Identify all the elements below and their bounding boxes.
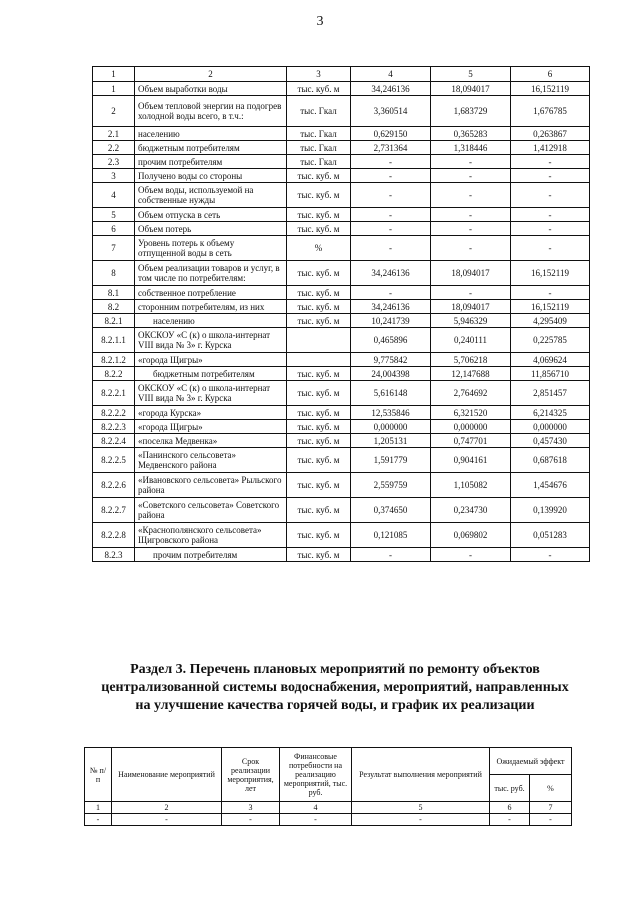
header-cell: 3 — [287, 67, 351, 82]
table-cell-v1: 9,775842 — [351, 353, 431, 367]
header-term: Срок реализации мероприятия, лет — [222, 748, 280, 802]
table-row — [93, 127, 590, 141]
table-row — [93, 353, 590, 367]
table-cell-v2: 5,946329 — [431, 314, 511, 328]
table-cell-name: собственное потребление — [135, 286, 287, 300]
table-cell-num: 8.2 — [93, 300, 135, 314]
table-cell-num: 8.2.2.6 — [93, 473, 135, 498]
table-cell-unit: тыс. куб. м — [287, 169, 351, 183]
table-cell-v3: 4,295409 — [511, 314, 590, 328]
table-cell-num: 8.2.1.2 — [93, 353, 135, 367]
table-cell-v3: 16,152119 — [511, 261, 590, 286]
table-row — [93, 82, 590, 96]
table-cell-name: «поселка Медвенка» — [135, 434, 287, 448]
table-cell: - — [112, 814, 222, 826]
table-cell-unit: тыс. куб. м — [287, 300, 351, 314]
table-cell-v1: 5,616148 — [351, 381, 431, 406]
table-cell-v1: 34,246136 — [351, 300, 431, 314]
table-cell-unit — [287, 353, 351, 367]
table-cell-v1: 0,121085 — [351, 523, 431, 548]
table-cell-name: «Ивановского сельсовета» Рыльского района — [135, 473, 287, 498]
table-cell-v2: 18,094017 — [431, 300, 511, 314]
header-num: № п/п — [85, 748, 112, 802]
table-row — [93, 222, 590, 236]
table-cell-v3: 0,457430 — [511, 434, 590, 448]
table-cell-v1: - — [351, 236, 431, 261]
production-volumes-table — [92, 66, 590, 562]
table-cell-v3: - — [511, 236, 590, 261]
table-row — [93, 183, 590, 208]
table-cell-v2: 1,105082 — [431, 473, 511, 498]
table-row — [93, 473, 590, 498]
header-cell: 6 — [511, 67, 590, 82]
table-cell-name: ОКСКОУ «С (к) о школа-интернат VIII вида № 3» г. Курска — [135, 328, 287, 353]
table-cell-num: 3 — [93, 169, 135, 183]
table-cell-num: 8.2.2.5 — [93, 448, 135, 473]
table-row — [85, 814, 572, 826]
table-cell-v1: 1,591779 — [351, 448, 431, 473]
table-cell-v1: - — [351, 222, 431, 236]
table-cell-name: «города Курска» — [135, 406, 287, 420]
table-row — [93, 286, 590, 300]
header-rub: тыс. руб. — [490, 775, 530, 802]
header-result: Результат выполнения мероприятий — [352, 748, 490, 802]
table-cell-unit: тыс. куб. м — [287, 548, 351, 562]
table-cell-name: прочим потребителям — [135, 548, 287, 562]
table-cell-num: 8.2.2 — [93, 367, 135, 381]
table-cell-v3: - — [511, 548, 590, 562]
table-cell-v1: 34,246136 — [351, 82, 431, 96]
table-cell-num: 8 — [93, 261, 135, 286]
table-cell-num: 8.2.3 — [93, 548, 135, 562]
table-cell-v1: - — [351, 548, 431, 562]
table-cell-v3: 11,856710 — [511, 367, 590, 381]
table-cell-v3: 0,000000 — [511, 420, 590, 434]
table-cell-v1: 34,246136 — [351, 261, 431, 286]
table-row — [93, 261, 590, 286]
table-cell-v2: 1,683729 — [431, 96, 511, 127]
table-cell-unit: тыс. куб. м — [287, 406, 351, 420]
table-cell-name: «Советского сельсовета» Советского района — [135, 498, 287, 523]
table-row — [93, 548, 590, 562]
table-cell-unit — [287, 328, 351, 353]
page-number: 3 — [316, 14, 324, 29]
table-cell-num: 8.2.2.4 — [93, 434, 135, 448]
table-cell-v1: 3,360514 — [351, 96, 431, 127]
table-cell-v1: 12,535846 — [351, 406, 431, 420]
table-cell-unit: тыс. куб. м — [287, 448, 351, 473]
table-cell-v2: 0,000000 — [431, 420, 511, 434]
table-cell-unit: тыс. Гкал — [287, 155, 351, 169]
table-cell-v2: - — [431, 286, 511, 300]
table-cell-v2: - — [431, 183, 511, 208]
table-row — [93, 420, 590, 434]
table-row — [93, 169, 590, 183]
table-cell-unit: тыс. куб. м — [287, 82, 351, 96]
table-cell-num: 2.3 — [93, 155, 135, 169]
table-header-row — [85, 748, 572, 775]
table-cell-unit: тыс. куб. м — [287, 473, 351, 498]
table-row — [93, 328, 590, 353]
table-cell-v3: 6,214325 — [511, 406, 590, 420]
table-row — [93, 96, 590, 127]
table-cell-v3: 0,687618 — [511, 448, 590, 473]
table-cell-v2: 0,069802 — [431, 523, 511, 548]
table-cell: - — [352, 814, 490, 826]
table-cell: - — [530, 814, 572, 826]
table-row — [93, 141, 590, 155]
table-cell: 2 — [112, 802, 222, 814]
header-cell: 1 — [93, 67, 135, 82]
table-cell-v3: 1,454676 — [511, 473, 590, 498]
table-cell-v3: - — [511, 286, 590, 300]
table-cell-v3: - — [511, 183, 590, 208]
planned-measures-table — [84, 747, 572, 826]
table-cell-v3: 16,152119 — [511, 300, 590, 314]
table-cell-name: бюджетным потребителям — [135, 141, 287, 155]
table-cell-v3: 1,412918 — [511, 141, 590, 155]
table-cell-name: Объем отпуска в сеть — [135, 208, 287, 222]
table-cell-name: «Краснополянского сельсовета» Щигровского района — [135, 523, 287, 548]
table-row — [93, 381, 590, 406]
table-cell-v1: 2,559759 — [351, 473, 431, 498]
table-cell-unit: тыс. куб. м — [287, 523, 351, 548]
table-cell: 5 — [352, 802, 490, 814]
table-cell-unit: тыс. Гкал — [287, 141, 351, 155]
table-cell-v3: - — [511, 208, 590, 222]
table-cell-v1: - — [351, 155, 431, 169]
table-cell-v2: - — [431, 155, 511, 169]
table-cell-v1: 24,004398 — [351, 367, 431, 381]
table-cell: 7 — [530, 802, 572, 814]
table-cell-unit: % — [287, 236, 351, 261]
section-3-title: Раздел 3. Перечень плановых мероприятий по ремонту объектов централизованной системы водоснабжения, мероприятий, направленных на улучшение качества горячей воды, и график их реализации — [101, 662, 569, 713]
table-cell-v1: 10,241739 — [351, 314, 431, 328]
table-cell-name: сторонним потребителям, из них — [135, 300, 287, 314]
table-cell-v2: 18,094017 — [431, 261, 511, 286]
table-cell-v1: 1,205131 — [351, 434, 431, 448]
table-cell-unit: тыс. куб. м — [287, 314, 351, 328]
table-cell-num: 8.2.2.1 — [93, 381, 135, 406]
table-cell-v1: 0,374650 — [351, 498, 431, 523]
header-cell: 4 — [351, 67, 431, 82]
table-cell-num: 5 — [93, 208, 135, 222]
table-row — [93, 300, 590, 314]
table-cell-num: 8.2.2.2 — [93, 406, 135, 420]
table-cell-v2: - — [431, 169, 511, 183]
table-cell-v3: 4,069624 — [511, 353, 590, 367]
table-cell-name: «города Щигры» — [135, 420, 287, 434]
table-cell-v2: 0,240111 — [431, 328, 511, 353]
table-cell-v2: - — [431, 208, 511, 222]
table-cell-num: 2 — [93, 96, 135, 127]
header-cell: 5 — [431, 67, 511, 82]
table-cell-num: 8.2.1.1 — [93, 328, 135, 353]
table-cell-name: ОКСКОУ «С (к) о школа-интернат VIII вида № 3» г. Курска — [135, 381, 287, 406]
header-cell: 2 — [135, 67, 287, 82]
table-cell-v2: 12,147688 — [431, 367, 511, 381]
table-cell-num: 6 — [93, 222, 135, 236]
table-cell-unit: тыс. Гкал — [287, 127, 351, 141]
table-row — [93, 314, 590, 328]
table-row — [93, 367, 590, 381]
table-cell-v2: - — [431, 236, 511, 261]
table-cell-unit: тыс. куб. м — [287, 183, 351, 208]
table-cell-unit: тыс. куб. м — [287, 381, 351, 406]
table-cell-v3: 0,051283 — [511, 523, 590, 548]
table-cell-v1: - — [351, 169, 431, 183]
table-cell-v1: 0,000000 — [351, 420, 431, 434]
table-cell-v3: 0,263867 — [511, 127, 590, 141]
table-row — [93, 448, 590, 473]
table-cell: - — [85, 814, 112, 826]
table-cell-unit: тыс. куб. м — [287, 286, 351, 300]
table-cell-name: Объем воды, используемой на собственные нужды — [135, 183, 287, 208]
table-cell-num: 8.2.2.3 — [93, 420, 135, 434]
table-cell-name: прочим потребителям — [135, 155, 287, 169]
table-cell-v1: 2,731364 — [351, 141, 431, 155]
table-cell-num: 2.2 — [93, 141, 135, 155]
table-row — [93, 406, 590, 420]
table-row — [93, 498, 590, 523]
table-cell-name: бюджетным потребителям — [135, 367, 287, 381]
table-cell-v2: 0,365283 — [431, 127, 511, 141]
table-cell: 6 — [490, 802, 530, 814]
table-cell-name: Получено воды со стороны — [135, 169, 287, 183]
table-cell-v3: 0,139920 — [511, 498, 590, 523]
table-cell-v3: 2,851457 — [511, 381, 590, 406]
table-cell-v2: 0,234730 — [431, 498, 511, 523]
header-effect: Ожидаемый эффект — [490, 748, 572, 775]
table-cell-num: 4 — [93, 183, 135, 208]
table-cell-v3: 16,152119 — [511, 82, 590, 96]
table-cell-v1: - — [351, 208, 431, 222]
table-cell-v2: 5,706218 — [431, 353, 511, 367]
table-cell-name: «города Щигры» — [135, 353, 287, 367]
table-cell-unit: тыс. куб. м — [287, 367, 351, 381]
table-cell-unit: тыс. куб. м — [287, 498, 351, 523]
table-cell-unit: тыс. Гкал — [287, 96, 351, 127]
table-cell-unit: тыс. куб. м — [287, 208, 351, 222]
table-cell-unit: тыс. куб. м — [287, 222, 351, 236]
table-cell-unit: тыс. куб. м — [287, 420, 351, 434]
table-cell-name: населению — [135, 127, 287, 141]
table-cell-name: Объем потерь — [135, 222, 287, 236]
table-cell-v2: 1,318446 — [431, 141, 511, 155]
table-cell-v2: 0,904161 — [431, 448, 511, 473]
table-cell-v2: - — [431, 222, 511, 236]
table-cell-num: 2.1 — [93, 127, 135, 141]
table-cell-name: Объем реализации товаров и услуг, в том числе по потребителям: — [135, 261, 287, 286]
table-cell-v3: - — [511, 222, 590, 236]
table-cell-v1: 0,465896 — [351, 328, 431, 353]
table-cell-v2: 0,747701 — [431, 434, 511, 448]
table-cell: - — [280, 814, 352, 826]
table-row — [93, 208, 590, 222]
table-cell-name: «Панинского сельсовета» Медвенского района — [135, 448, 287, 473]
table-cell-name: Объем тепловой энергии на подогрев холодной воды всего, в т.ч.: — [135, 96, 287, 127]
table-cell-v2: 2,764692 — [431, 381, 511, 406]
table-number-row — [85, 802, 572, 814]
table-cell-v3: 0,225785 — [511, 328, 590, 353]
table-row — [93, 523, 590, 548]
table-cell-name: Уровень потерь к объему отпущенной воды в сеть — [135, 236, 287, 261]
table-row — [93, 434, 590, 448]
table-cell-name: населению — [135, 314, 287, 328]
table-cell-v3: - — [511, 169, 590, 183]
table-cell-name: Объем выработки воды — [135, 82, 287, 96]
table-cell-v1: - — [351, 286, 431, 300]
table-cell: 4 — [280, 802, 352, 814]
table-cell: 1 — [85, 802, 112, 814]
table-cell: - — [222, 814, 280, 826]
table-cell-num: 8.2.2.8 — [93, 523, 135, 548]
table-header-row — [93, 67, 590, 82]
table-cell-v1: - — [351, 183, 431, 208]
table-cell-v2: 6,321520 — [431, 406, 511, 420]
table-cell: - — [490, 814, 530, 826]
table-row — [93, 155, 590, 169]
header-finance: Финансовые потребности на реализацию мероприятий, тыс. руб. — [280, 748, 352, 802]
header-name: Наименование мероприятий — [112, 748, 222, 802]
table-cell-num: 8.1 — [93, 286, 135, 300]
table-cell-unit: тыс. куб. м — [287, 261, 351, 286]
table-cell-v2: 18,094017 — [431, 82, 511, 96]
table-row — [93, 236, 590, 261]
table-cell-v3: 1,676785 — [511, 96, 590, 127]
table-cell-v1: 0,629150 — [351, 127, 431, 141]
table-cell-num: 1 — [93, 82, 135, 96]
table-cell: 3 — [222, 802, 280, 814]
table-cell-num: 8.2.1 — [93, 314, 135, 328]
table-cell-v2: - — [431, 548, 511, 562]
table-cell-num: 8.2.2.7 — [93, 498, 135, 523]
table-cell-unit: тыс. куб. м — [287, 434, 351, 448]
table-cell-num: 7 — [93, 236, 135, 261]
header-pct: % — [530, 775, 572, 802]
table-cell-v3: - — [511, 155, 590, 169]
